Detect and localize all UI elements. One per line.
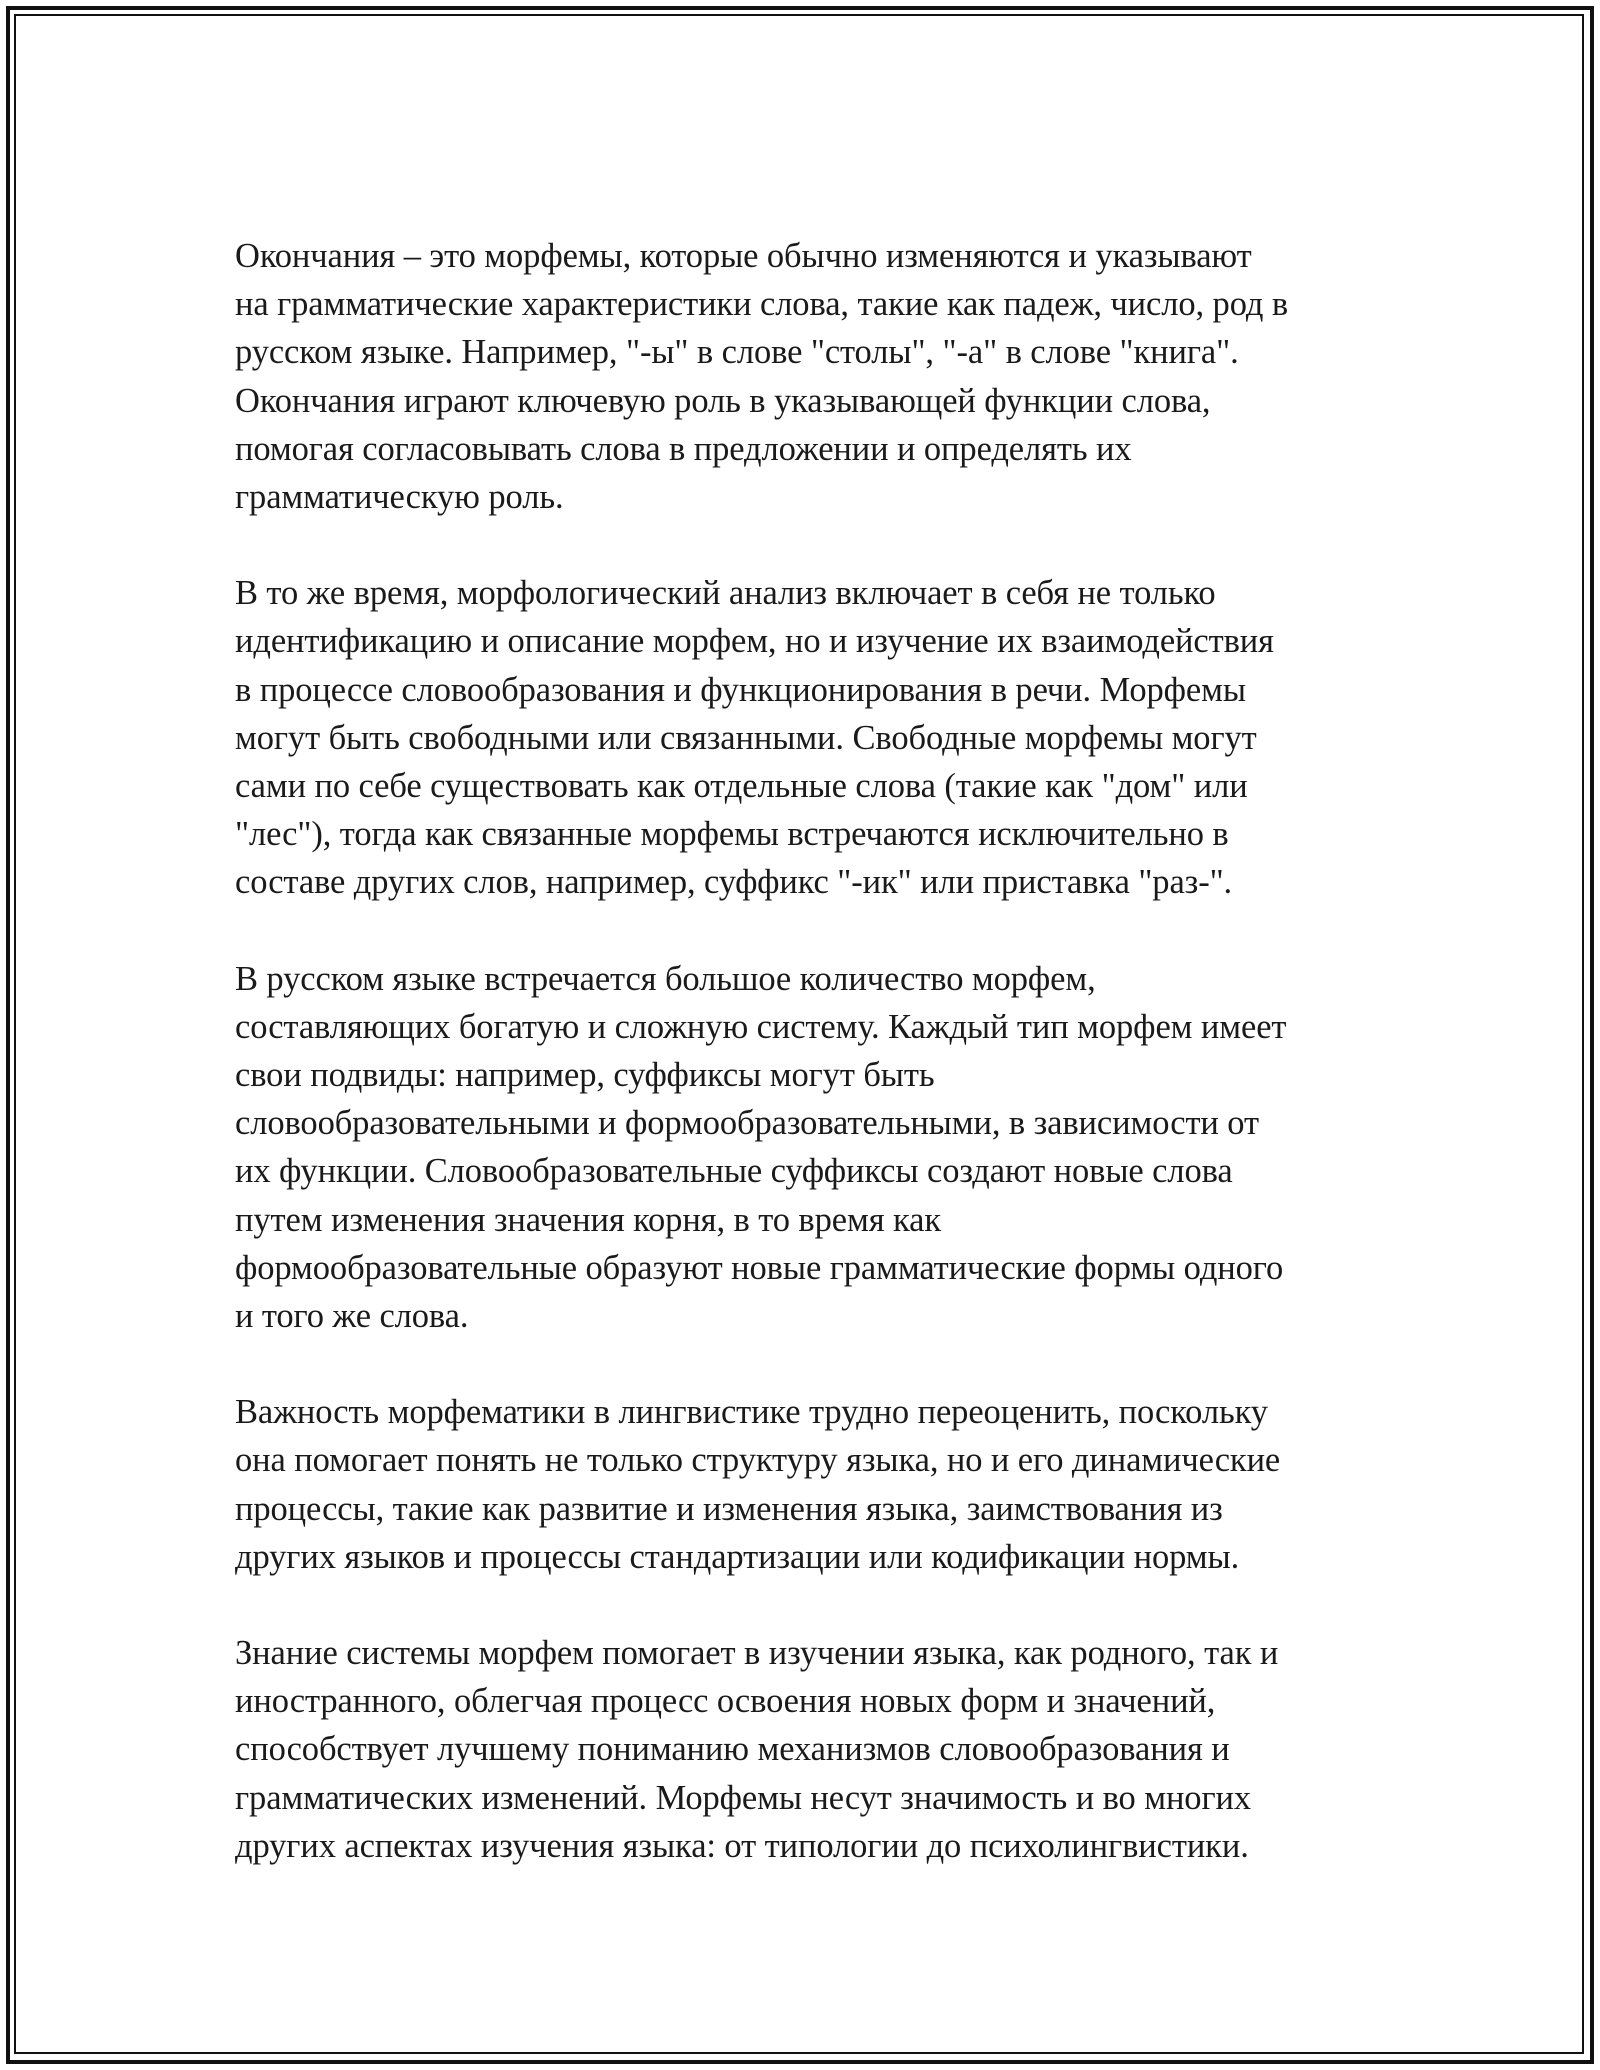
text-line: она помогает понять не только структуру языка, но и его динамические — [235, 1441, 1281, 1480]
text-line: грамматическую роль. — [235, 478, 564, 517]
text-line: формообразовательные образуют новые грамматические формы одного — [235, 1248, 1284, 1287]
text-line: грамматических изменений. Морфемы несут значимость и во многих — [235, 1778, 1252, 1817]
text-line: их функции. Словообразовательные суффиксы создают новые слова — [235, 1152, 1233, 1191]
text-line: способствует лучшему пониманию механизмов словообразования и — [235, 1730, 1230, 1769]
text-line: В русском языке встречается большое количество морфем, — [235, 959, 1096, 998]
text-line: на грамматические характеристики слова, такие как падеж, число, род в — [235, 285, 1289, 324]
text-line: процессы, такие как развитие и изменения языка, заимствования из — [235, 1489, 1223, 1528]
text-line: иностранного, облегчая процесс освоения новых форм и значений, — [235, 1682, 1216, 1721]
paragraph-endings — [235, 232, 1375, 521]
text-line: "лес"), тогда как связанные морфемы встречаются исключительно в — [235, 815, 1229, 854]
text-line: и того же слова. — [235, 1297, 469, 1336]
text-line: путем изменения значения корня, в то время как — [235, 1200, 942, 1239]
text-line: В то же время, морфологический анализ включает в себя не только — [235, 574, 1216, 613]
text-line: русском языке. Например, "-ы" в слове "столы", "-а" в слове "книга". — [235, 333, 1239, 372]
text-line: других аспектах изучения языка: от типологии до психолингвистики. — [235, 1826, 1249, 1865]
text-line: словообразовательными и формообразовательными, в зависимости от — [235, 1104, 1259, 1143]
text-line: могут быть свободными или связанными. Свободные морфемы могут — [235, 718, 1257, 757]
text-line: Окончания – это морфемы, которые обычно изменяются и указывают — [235, 237, 1252, 275]
paragraph-morphological-analysis — [235, 569, 1375, 906]
text-line: Важность морфематики в лингвистике трудно переоценить, поскольку — [235, 1393, 1268, 1432]
text-line: свои подвиды: например, суффиксы могут быть — [235, 1056, 935, 1095]
text-line: других языков и процессы стандартизации или кодификации нормы. — [235, 1537, 1240, 1576]
text-line: составе других слов, например, суффикс "-ик" или приставка "раз-". — [235, 863, 1233, 902]
text-line: идентификацию и описание морфем, но и изучение их взаимодействия — [235, 622, 1274, 661]
text-line: Окончания играют ключевую роль в указывающей функции слова, — [235, 381, 1211, 420]
document-body — [235, 232, 1375, 1918]
paragraph-importance — [235, 1388, 1375, 1581]
text-line: помогая согласовывать слова в предложении и определять их — [235, 429, 1132, 468]
text-line: сами по себе существовать как отдельные слова (такие как "дом" или — [235, 767, 1248, 806]
text-line: составляющих богатую и сложную систему. Каждый тип морфем имеет — [235, 1007, 1287, 1046]
paragraph-learning-benefits — [235, 1629, 1375, 1870]
paragraph-morpheme-types — [235, 955, 1375, 1341]
text-line: в процессе словообразования и функционирования в речи. Морфемы — [235, 670, 1246, 709]
text-line: Знание системы морфем помогает в изучении языка, как родного, так и — [235, 1634, 1279, 1673]
